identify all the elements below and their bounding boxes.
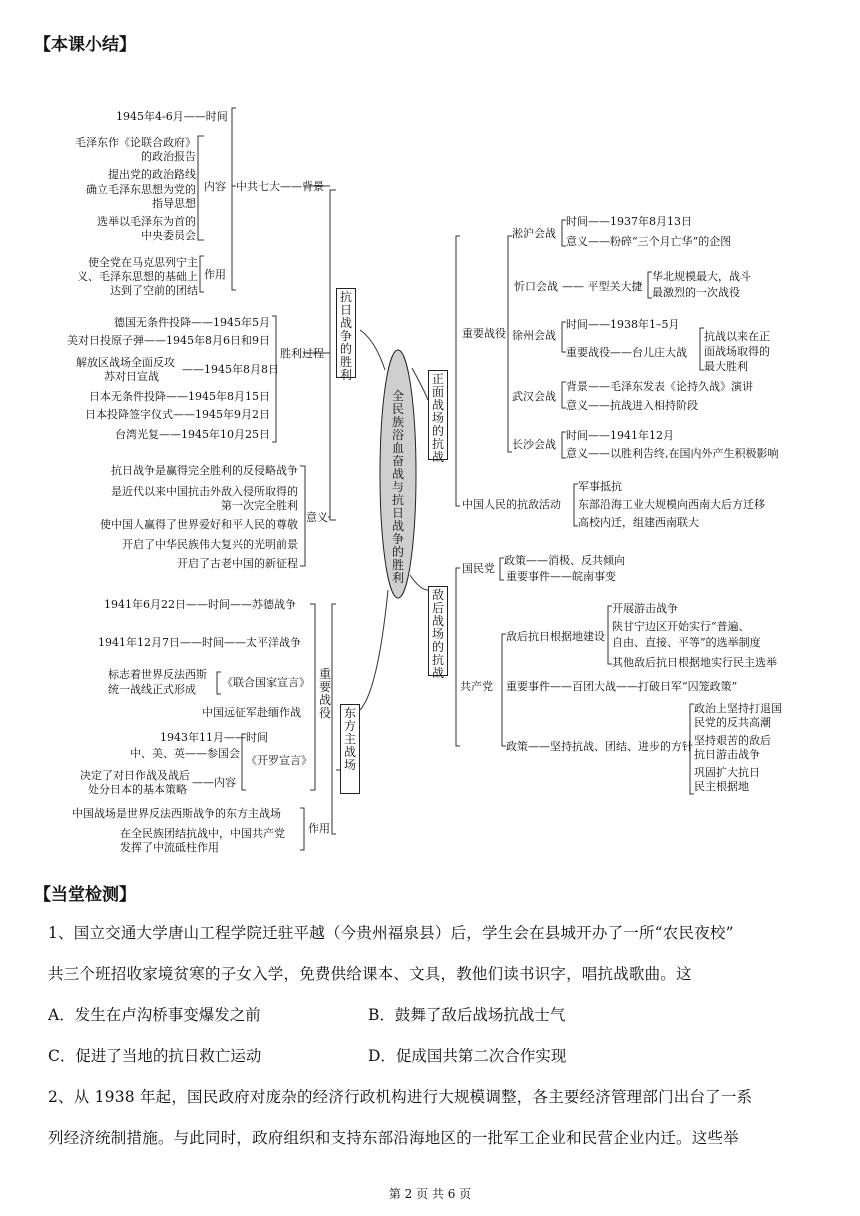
- significance-item: 第一次完全胜利: [221, 499, 298, 512]
- significance-item: 开启了中华民族伟大复兴的光明前景: [122, 538, 298, 551]
- wuhan-label: 武汉会战: [512, 390, 556, 403]
- east-battles-label: 重要战役: [318, 667, 331, 720]
- congress-effect-label: 作用: [204, 268, 226, 281]
- bases-item: 自由、直接、平等”的选举制度: [612, 636, 761, 649]
- congress-label: 中共七大——背景: [236, 180, 324, 193]
- congress-effect-item: 使全党在马克思列宁主: [88, 256, 198, 269]
- policy-item: 民党的反共高潮: [694, 716, 771, 729]
- changsha-meaning: 意义——以胜利告终,在国内外产生积极影响: [566, 447, 779, 460]
- question-1-option-c[interactable]: C．促进了当地的抗日救亡运动: [48, 1047, 262, 1065]
- front-battles-label: 重要战役: [462, 327, 506, 340]
- significance-label: 意义: [306, 511, 328, 524]
- east-item: 1943年11月——时间: [160, 731, 268, 744]
- xinkou-label: 忻口会战: [514, 280, 558, 293]
- changsha-time: 时间——1941年12月: [566, 429, 674, 442]
- people-item: 军事抵抗: [578, 480, 622, 493]
- people-label: 中国人民的抗敌活动: [462, 498, 561, 511]
- east-effect: 中国战场是世界反法西斯战争的东方主战场: [72, 807, 281, 820]
- summary-heading: 【本课小结】: [34, 35, 136, 55]
- bases-item: 陕甘宁边区开始实行“普遍、: [612, 620, 750, 633]
- bases-label: 敌后抗日根据地建设: [506, 630, 605, 643]
- east-effect-label: 作用: [308, 822, 330, 835]
- east-item: 1941年6月22日——时间——苏德战争: [104, 598, 296, 611]
- kmt-label: 国民党: [462, 562, 495, 575]
- test-heading: 【当堂检测】: [34, 885, 136, 905]
- kmt-policy: 政策——消极、反共倾向: [504, 554, 625, 567]
- east-effect: 发挥了中流砥柱作用: [120, 841, 219, 854]
- congress-content-item: 毛泽东作《论联合政府》: [75, 136, 196, 149]
- congress-effect-item: 达到了空前的团结: [110, 284, 198, 297]
- significance-item: 使中国人赢得了世界爱好和平人民的尊敬: [100, 518, 298, 531]
- question-1-option-d[interactable]: D．促成国共第二次合作实现: [368, 1047, 567, 1065]
- xuzhou-label: 徐州会战: [512, 329, 556, 342]
- east-item: 处分日本的基本策略: [88, 783, 187, 796]
- east-item: 中、美、英——参国会: [130, 747, 240, 760]
- rear-box: 敌后战场的抗战: [428, 586, 448, 676]
- process-item: 苏对日宣战: [104, 370, 159, 383]
- east-item: 标志着世界反法西斯: [108, 668, 207, 681]
- ccp-label: 共产党: [460, 680, 493, 693]
- process-item: 日本投降签字仪式——1945年9月2日: [85, 408, 270, 421]
- east-item: 《联合国家宣言》: [222, 676, 310, 689]
- congress-content-item: 指导思想: [152, 197, 196, 210]
- east-item: 《开罗宣言》: [246, 754, 312, 767]
- question-1-option-b[interactable]: B．鼓舞了敌后战场抗战士气: [368, 1006, 566, 1024]
- victory-box: 抗日战争的胜利: [336, 288, 356, 378]
- xinkou-desc: 最激烈的一次战役: [652, 286, 740, 299]
- east-item: 统一战线正式形成: [108, 683, 196, 696]
- policy-item: 巩固扩大抗日: [694, 766, 760, 779]
- east-box: 东方主战场: [340, 704, 360, 794]
- process-item: 美对日投原子弹——1945年8月6日和9日: [67, 334, 270, 347]
- policy-item: 政治上坚持打退国: [694, 702, 782, 715]
- center-title: 全民族浴血奋战与抗日战争的胜利: [391, 389, 404, 585]
- songhu-label: 淞沪会战: [512, 227, 556, 240]
- east-effect: 在全民族团结抗战中，中国共产党: [120, 827, 285, 840]
- xuzhou-desc: 面战场取得的: [704, 345, 770, 358]
- east-item: 1941年12月7日——时间——太平洋战争: [98, 636, 301, 649]
- kmt-event: 重要事件——皖南事变: [506, 570, 616, 583]
- congress-content-item: 确立毛泽东思想为党的: [86, 183, 196, 196]
- process-label: 胜利过程: [280, 347, 324, 360]
- policy-item: 抗日游击战争: [694, 748, 760, 761]
- process-item: 台湾光复——1945年10月25日: [115, 428, 270, 441]
- significance-item: 抗日战争是赢得完全胜利的反侵略战争: [111, 464, 298, 477]
- songhu-meaning: 意义——粉碎“三个月亡华”的企图: [566, 235, 732, 248]
- congress-content-item: 中央委员会: [141, 229, 196, 242]
- changsha-label: 长沙会战: [512, 438, 556, 451]
- ccp-event: 重要事件——百团大战——打破日军“囚笼政策”: [506, 680, 738, 693]
- xuzhou-desc: 最大胜利: [704, 360, 748, 373]
- congress-content-item: 选举以毛泽东为首的: [97, 215, 196, 228]
- xuzhou-desc: 抗战以来在正: [704, 330, 770, 343]
- question-1-option-a[interactable]: A．发生在卢沟桥事变爆发之前: [48, 1006, 261, 1024]
- process-item: 解放区战场全面反攻: [76, 356, 175, 369]
- congress-content-item: 的政治报告: [141, 150, 196, 163]
- process-item: 日本无条件投降——1945年8月15日: [89, 390, 270, 403]
- process-item: 德国无条件投降——1945年5月: [114, 316, 270, 329]
- page-footer: 第 2 页 共 6 页: [388, 1187, 472, 1201]
- xinkou-mid: —— 平型关大捷: [562, 280, 643, 293]
- xuzhou-time: 时间——1938年1–5月: [566, 318, 680, 331]
- congress-content-label: 内容: [204, 180, 226, 193]
- policy-item: 民主根据地: [694, 780, 749, 793]
- people-item: 东部沿海工业大规模向西南大后方迁移: [578, 498, 765, 511]
- wuhan-bg: 背景——毛泽东发表《论持久战》演讲: [566, 380, 753, 393]
- policy-item: 坚持艰苦的敌后: [694, 734, 771, 747]
- xinkou-desc: 华北规模最大，战斗: [652, 270, 751, 283]
- bases-item: 其他敌后抗日根据地实行民主选举: [612, 656, 777, 669]
- people-item: 高校内迁，组建西南联大: [578, 516, 699, 529]
- congress-content-item: 提出党的政治路线: [108, 168, 196, 181]
- ccp-policy: 政策——坚持抗战、团结、进步的方针: [506, 740, 693, 753]
- question-1-line: 共三个班招收家境贫寒的子女入学，免费供给课本、文具，教他们读书识字，唱抗战歌曲。这: [48, 965, 692, 983]
- congress-time: 1945年4-6月——时间: [116, 110, 228, 123]
- process-item: ——1945年8月8日: [182, 363, 279, 376]
- wuhan-meaning: 意义——抗战进入相持阶段: [566, 399, 698, 412]
- question-1-line: 1、国立交通大学唐山工程学院迁驻平越（今贵州福泉县）后，学生会在县城开办了一所“农民夜校”: [48, 924, 734, 942]
- front-box: 正面战场的抗战: [428, 370, 448, 460]
- bases-item: 开展游击战争: [612, 602, 678, 615]
- question-2-line: 2、从 1938 年起，国民政府对庞杂的经济行政机构进行大规模调整，各主要经济管理部门出台了一系: [48, 1088, 753, 1106]
- songhu-time: 时间——1937年8月13日: [566, 215, 692, 228]
- question-2-line: 列经济统制措施。与此同时，政府组织和支持东部沿海地区的一批军工企业和民营企业内迁。这些举: [48, 1129, 739, 1147]
- significance-item: 是近代以来中国抗击外敌入侵所取得的: [111, 485, 298, 498]
- significance-item: 开启了古老中国的新征程: [177, 557, 298, 570]
- congress-effect-item: 义、毛泽东思想的基础上: [77, 270, 198, 283]
- east-item: ——内容: [192, 776, 236, 789]
- east-item: 决定了对日作战及战后: [80, 769, 190, 782]
- east-item: 中国远征军赴缅作战: [202, 706, 301, 719]
- xuzhou-battle: 重要战役——台儿庄大战: [566, 346, 687, 359]
